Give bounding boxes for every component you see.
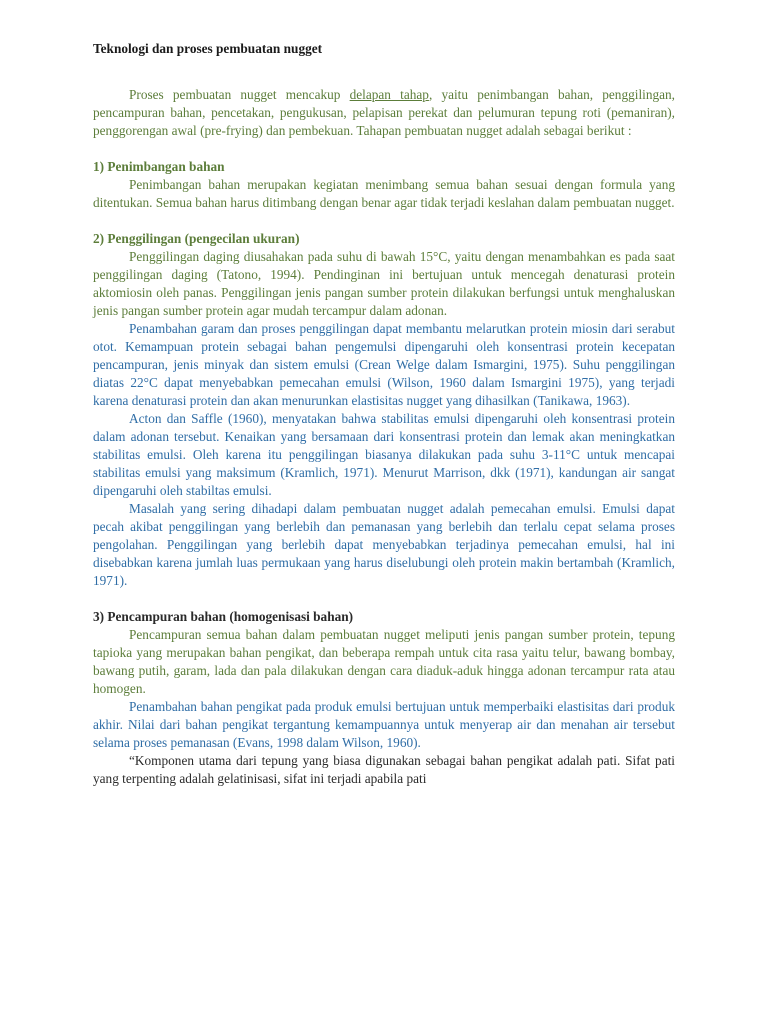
section-2-paragraph-3: Acton dan Saffle (1960), menyatakan bahwa stabilitas emulsi dipengaruhi oleh konsentrasi protein dalam adonan tersebut. Kenaikan yang bersamaan dari konsentrasi protein dan lemak akan meningkatkan stabilitas emulsi. Oleh karena itu penggilingan biasanya dilakukan pada suhu 3-11°C untuk mencapai stabilitas emulsi yang maksimum (Kramlich, 1971). Menurut Marrison, dkk (1971), kandungan air sangat dipengaruhi oleh stabiltas emulsi. <box>93 411 675 498</box>
section-2-paragraph-4: Masalah yang sering dihadapi dalam pembuatan nugget adalah pemecahan emulsi. Emulsi dapat pecah akibat penggilingan yang berlebih dan pemanasan yang berlebih dan terlalu cepat selama proses pengolahan. Penggilingan yang berlebih dapat menyebabkan terjadinya pemecahan emulsi, hal ini disebabkan karena jumlah luas permukaan yang harus diselubungi oleh protein makin bertambah (Kramlich, 1971). <box>93 501 675 588</box>
section-3-paragraph-3: “Komponen utama dari tepung yang biasa digunakan sebagai bahan pengikat adalah pati. Sifat pati yang terpenting adalah gelatinisasi, sifat ini terjadi apabila pati <box>93 753 675 786</box>
intro-underlined-text: delapan tahap <box>349 87 429 102</box>
section-1-paragraph-1: Penimbangan bahan merupakan kegiatan menimbang semua bahan sesuai dengan formula yang ditentukan. Semua bahan harus ditimbang dengan benar agar tidak terjadi keslahan dalam pembuatan nugget. <box>93 177 675 210</box>
section-2-paragraph-1: Penggilingan daging diusahakan pada suhu di bawah 15°C, yaitu dengan menambahkan es pada saat penggilingan daging (Tatono, 1994). Pendinginan ini bertujuan untuk mencegah denaturasi protein aktomiosin oleh panas. Penggilingan jenis pangan sumber protein dilakukan berfungsi untuk menghaluskan jenis pangan sumber protein agar mudah tercampur dalam adonan. <box>93 249 675 318</box>
document-title: Teknologi dan proses pembuatan nugget <box>93 41 323 56</box>
intro-text-before: Proses pembuatan nugget mencakup <box>129 87 350 102</box>
spacer <box>93 140 675 158</box>
section-heading-2: 2) Penggilingan (pengecilan ukuran) <box>93 231 300 246</box>
section-3-paragraph-2: Penambahan bahan pengikat pada produk emulsi bertujuan untuk memperbaiki elastisitas dari produk akhir. Nilai dari bahan pengikat tergantung kemampuannya untuk menyerap air dan menahan air tersebut selama proses pemanasan (Evans, 1998 dalam Wilson, 1960). <box>93 699 675 750</box>
section-2-paragraph-2: Penambahan garam dan proses penggilingan dapat membantu melarutkan protein miosin dari serabut otot. Kemampuan protein sebagai bahan pengemulsi dipengaruhi oleh konsentrasi protein kecepatan pencampuran, jenis minyak dan sistem emulsi (Crean Welge dalam Ismargini, 1975). Suhu penggilingan diatas 22°C dapat menyebabkan pemecahan emulsi (Wilson, 1960 dalam Ismargini 1975), yang terjadi karena denaturasi protein dan akan menurunkan elastisitas nugget yang dihasilkan (Tanikawa, 1963). <box>93 321 675 408</box>
section-3-paragraph-1: Pencampuran semua bahan dalam pembuatan nugget meliputi jenis pangan sumber protein, tepung tapioka yang merupakan bahan pengikat, dan beberapa rempah untuk cita rasa yaitu telur, bawang bombay, bawang putih, garam, lada dan pala dilakukan dengan cara diaduk-aduk hingga adonan tercampur rata atau homogen. <box>93 627 675 696</box>
section-heading-3: 3) Pencampuran bahan (homogenisasi bahan) <box>93 609 354 624</box>
intro-text-after: , yaitu penimbangan bahan, penggilingan, pencampuran bahan, pencetakan, pengukusan, pelapisan perekat dan pelumuran tepung roti (pemaniran), penggorengan awal (pre-frying) dan pembekuan. Tahapan pembuatan nugget adalah sebagai berikut : <box>93 87 676 138</box>
intro-paragraph <box>93 86 675 140</box>
section-heading-1: 1) Penimbangan bahan <box>93 159 225 174</box>
spacer <box>93 590 675 608</box>
spacer <box>93 212 675 230</box>
